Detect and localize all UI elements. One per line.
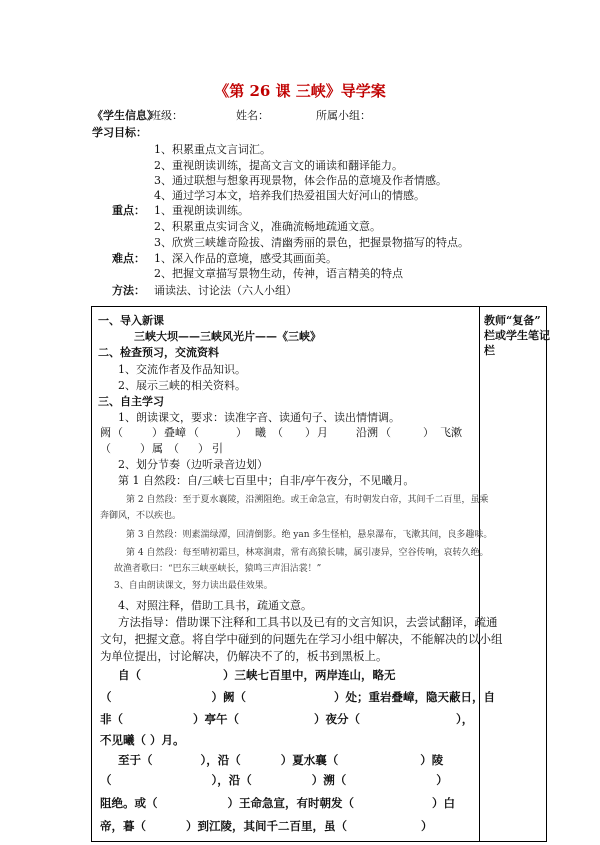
side-note-line1: 教师“复备” xyxy=(484,314,541,327)
rhythm-paragraph-1: 第 1 自然段：自/三峡七百里中；自非/亭午夜分，不见曦月。 xyxy=(118,474,415,487)
objective-item: 1、积累重点文言词汇。 xyxy=(154,143,271,156)
difficulty-item: 1、深入作品的意境，感受其画面美。 xyxy=(154,252,337,265)
method-text: 诵读法、讨论法（六人小组） xyxy=(154,284,297,297)
rhythm-paragraph-2-cont: 奔御风，不以疾也。 xyxy=(100,511,182,521)
word-yansu: 沿溯 xyxy=(356,426,378,439)
translation-line-1: 自（ ）三峡七百里中，两岸连山，略无 xyxy=(118,668,396,682)
selfstudy-item-4: 4、对照注释，借助工具书，疏通文意。 xyxy=(118,599,312,612)
objectives-label: 学习目标： xyxy=(92,126,147,139)
translation-line-6: （ ），沿（ ）溯（ ） xyxy=(100,773,448,787)
rhythm-paragraph-4-cont: 故渔者歌曰：“巴东三峡巫峡长，猿鸣三声泪沾裳！” xyxy=(114,564,322,574)
selfstudy-item-1: 1、朗读课文，要求：读准字音、读通句子、读出情情调。 xyxy=(118,411,400,424)
word-yue: 月 xyxy=(317,426,328,439)
side-note-line3: 栏 xyxy=(484,344,495,357)
key-point-item: 1、重视朗读训练。 xyxy=(154,204,249,217)
pronunciation-row: 阙 （ ） 叠嶂 （ ） 曦 （ ） 月 沿溯 （ ） 飞漱 xyxy=(100,426,462,439)
method-label: 方法： xyxy=(112,284,145,297)
translation-line-5: 至于（ ），沿（ ）夏水襄（ ）陵 xyxy=(118,753,444,767)
rhythm-paragraph-4: 第 4 自然段：每至晴初霜旦，林寒涧肃，常有高猿长啸，属引凄异，空谷传响，哀转久绝。 xyxy=(126,548,489,558)
selfstudy-item-3: 3、自由朗读课文，努力读出最佳效果。 xyxy=(114,581,273,591)
name-label: 姓名： xyxy=(236,109,269,122)
student-info-label: 《学生信息》 xyxy=(92,109,158,122)
class-label: 班级： xyxy=(150,109,183,122)
translation-line-2: （ ）阙（ ）处；重岩叠嶂，隐天蔽日，自 xyxy=(100,690,495,704)
word-zhu: 属 xyxy=(152,442,163,455)
method-guide-line1: 方法指导：借助课下注释和工具书以及已有的文言知识，去尝试翻译，疏通 xyxy=(118,615,498,629)
word-que: 阙 xyxy=(100,426,111,439)
method-guide-line2: 文句，把握文意。将自学中碰到的问题先在学习小组中解决，不能解决的以小组 xyxy=(100,632,503,646)
column-divider xyxy=(479,306,480,842)
rhythm-paragraph-2: 第 2 自然段：至于夏水襄陵，沿溯阻绝。或王命急宣，有时朝发白帝，其间千二百里，虽乘 xyxy=(126,495,489,505)
method-guide-line3: 为单位提出，讨论解决，仍解决不了的，板书到黑板上。 xyxy=(100,649,388,663)
translation-line-7: 阻绝。或（ ）王命急宣，有时朝发（ ）白 xyxy=(100,796,455,810)
side-note-line2: 栏或学生笔记 xyxy=(484,329,550,342)
word-diezhang: 叠嶂 xyxy=(164,426,186,439)
word-yin: 引 xyxy=(212,442,223,455)
section-preview-title: 二、检查预习，交流资料 xyxy=(98,346,219,359)
pronunciation-row: （ ） 属 （ ） 引 xyxy=(100,442,223,455)
section-selfstudy-title: 三、自主学习 xyxy=(98,395,164,408)
preview-item: 2、展示三峡的相关资料。 xyxy=(118,379,246,392)
preview-item: 1、交流作者及作品知识。 xyxy=(118,363,246,376)
group-label: 所属小组： xyxy=(316,109,371,122)
word-xi: 曦 xyxy=(255,426,266,439)
key-points-label: 重点： xyxy=(112,204,145,217)
translation-line-3: 非（ ）亭午（ ）夜分（ ）， xyxy=(100,712,474,726)
difficulty-item: 2、把握文章描写景物生动，传神，语言精美的特点 xyxy=(154,267,403,280)
section-intro-title: 一、导入新课 xyxy=(98,314,164,327)
translation-line-4: 不见曦（ ）月。 xyxy=(100,733,185,747)
selfstudy-item-2: 2、划分节奏（边听录音边划） xyxy=(118,458,268,471)
rhythm-paragraph-3: 第 3 自然段：则素湍绿潭，回清倒影。绝 yan 多生怪柏，悬泉瀑布，飞漱其间，良多趣味。 xyxy=(126,530,493,540)
difficulties-label: 难点： xyxy=(112,252,145,265)
page-title: 《第 26 课 三峡》导学案 xyxy=(214,82,386,100)
objective-item: 3、通过联想与想象再现景物，体会作品的意境及作者情感。 xyxy=(154,174,447,187)
key-point-item: 3、欣赏三峡雄奇险拔、清幽秀丽的景色，把握景物描写的特点。 xyxy=(154,236,469,249)
word-feishu: 飞漱 xyxy=(440,426,462,439)
section-intro-text: 三峡大坝——三峡风光片——《三峡》 xyxy=(134,330,321,343)
objective-item: 2、重视朗读训练，提高文言文的诵读和翻译能力。 xyxy=(154,159,403,172)
key-point-item: 2、积累重点实词含义，准确流畅地疏通文意。 xyxy=(154,220,381,233)
translation-line-8: 帝，暮（ ）到江陵，其间千二百里，虽（ ） xyxy=(100,819,433,833)
objective-item: 4、通过学习本文，培养我们热爱祖国大好河山的情感。 xyxy=(154,189,425,202)
